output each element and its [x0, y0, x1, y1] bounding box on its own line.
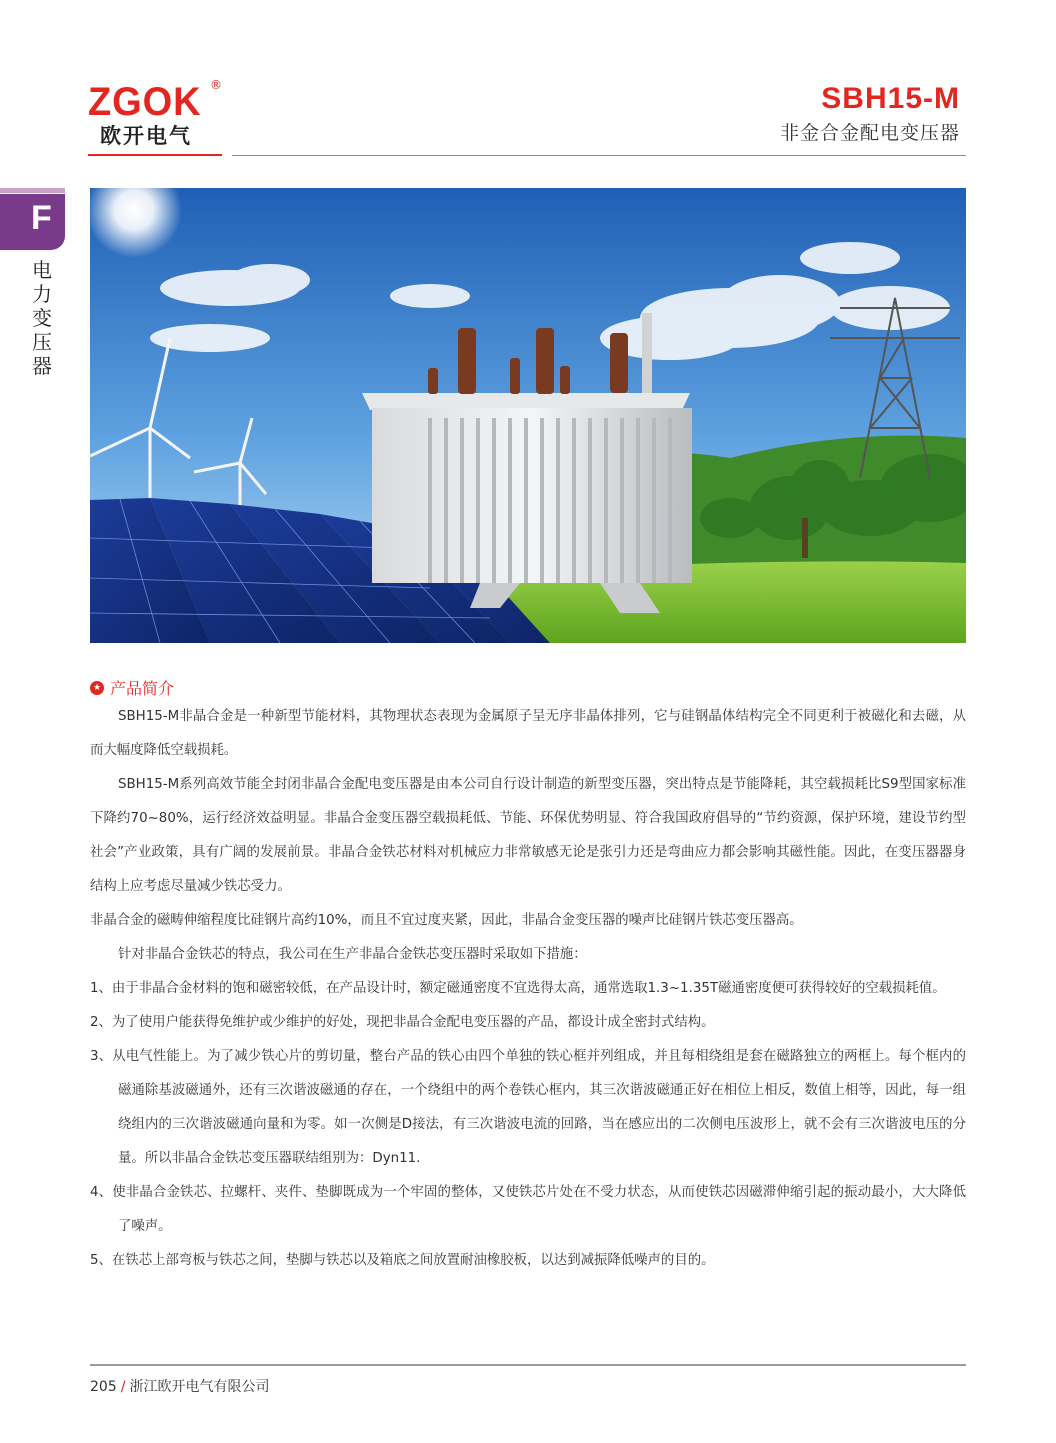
- registered-mark: ®: [210, 78, 222, 92]
- list-item: 1、由于非晶合金材料的饱和磁密较低，在产品设计时，额定磁通密度不宜选得太高，通常选取1.3~1.35T磁通密度便可获得较好的空载损耗值。: [90, 981, 946, 996]
- side-tab-accent: [0, 188, 65, 193]
- logo-underline: [88, 154, 222, 156]
- side-tab-label: 电力变压器: [32, 258, 52, 378]
- list-item: 4、使非晶合金铁芯、拉螺杆、夹件、垫脚既成为一个牢固的整体，又使铁芯片处在不受力状态，从而使铁芯因磁滞伸缩引起的振动最小，大大降低了噪声。: [90, 1185, 966, 1234]
- paragraph: SBH15-M系列高效节能全封闭非晶合金配电变压器是由本公司自行设计制造的新型变压器，突出特点是节能降耗，其空载损耗比S9型国家标准下降约70~80%，运行经济效益明显。非晶合金变压器空载损耗低、节能、环保优势明显、符合我国政府倡导的“节约资源，保护环境，建设节约型社会”产业政策，具有广阔的发展前景。非晶合金铁芯材料对机械应力非常敏感无论是张引力还是弯曲应力都会影响其磁性能。因此，在变压器器身结构上应考虑尽量减少铁芯受力。: [90, 777, 966, 894]
- measures-intro: 针对非晶合金铁芯的特点，我公司在生产非晶合金铁芯变压器时采取如下措施：: [118, 947, 587, 962]
- logo-name-cn: 欧开电气: [100, 124, 192, 148]
- header-divider: [232, 155, 966, 156]
- list-item: 3、从电气性能上。为了减少铁心片的剪切量，整台产品的铁心由四个单独的铁心框并列组成，并且每相绕组是套在磁路独立的两框上。每个框内的磁通除基波磁通外，还有三次谐波磁通的存在，一个绕组中的两个卷铁心框内，其三次谐波磁通正好在相位上相反，数值上相等，因此，每一组绕组内的三次谐波磁通向量和为零。如一次侧是D接法，有三次谐波电流的回路，当在感应出的二次侧电压波形上，就不会有三次谐波电压的分量。所以非晶合金铁芯变压器联结组别为：Dyn11.: [90, 1049, 966, 1166]
- footer: [90, 1376, 269, 1396]
- company-logo: [88, 78, 228, 148]
- section-title: [90, 676, 174, 699]
- list-item: 5、在铁芯上部弯板与铁芯之间，垫脚与铁芯以及箱底之间放置耐油橡胶板，以达到减振降低噪声的目的。: [90, 1253, 715, 1268]
- footer-separator: /: [120, 1379, 126, 1395]
- paragraph: SBH15-M非晶合金是一种新型节能材料，其物理状态表现为金属原子呈无序非晶体排列，它与硅钢晶体结构完全不同更利于被磁化和去磁，从而大幅度降低空载损耗。: [90, 709, 966, 758]
- logo-text: ZGOK: [88, 80, 202, 124]
- paragraph: 非晶合金的磁畴伸缩程度比硅钢片高约10%，而且不宜过度夹紧，因此，非晶合金变压器的噪声比硅钢片铁芯变压器高。: [90, 913, 803, 928]
- footer-divider: [90, 1364, 966, 1366]
- hero-image: [90, 188, 966, 643]
- list-item: 2、为了使用户能获得免维护或少维护的好处，现把非晶合金配电变压器的产品，都设计成全密封式结构。: [90, 1015, 715, 1030]
- page-number: 205: [90, 1379, 117, 1395]
- side-tab-letter: F: [31, 199, 52, 237]
- product-description: [90, 700, 966, 1278]
- product-subtitle: 非金合金配电变压器: [779, 122, 960, 144]
- company-name: 浙江欧开电气有限公司: [129, 1379, 270, 1395]
- section-title-text: 产品简介: [110, 679, 175, 698]
- star-icon: ★: [90, 681, 104, 695]
- product-model: SBH15-M: [821, 82, 960, 115]
